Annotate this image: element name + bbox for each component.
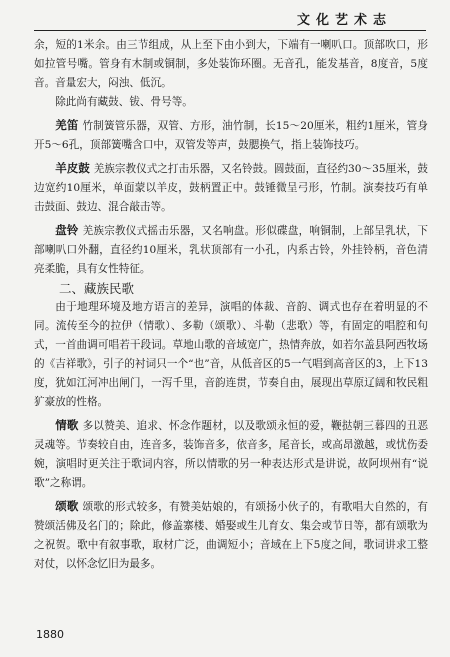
paragraph-other-instruments: 除此尚有藏鼓、钹、骨号等。 [55,96,193,108]
body-text [34,36,428,574]
running-header [34,6,426,31]
entry-term: 颂歌 [55,499,79,513]
entry-qingge [34,416,428,493]
entry-term: 情歌 [55,418,79,432]
section-heading: 二、藏族民歌 [59,281,135,296]
entry-term: 羊皮鼓 [55,161,90,175]
header-title: 文化艺术志 [296,13,392,28]
entry-qiangdi [34,116,428,155]
paragraph-haoyin: 余，短的1米余。由三节组成，从上至下由小到大，下端有一喇叭口。顶部吹口，形如拉管号嘴。管身有木制或铜制，多处装饰环圈。无音孔，能发基音，8度音，5度音。音量宏大，闷浊、低沉。 [34,39,428,89]
entry-text: 羌族宗教仪式摇击乐器，又名响盘。形似碟盘，响铜制，上部呈乳状，下部喇叭口外翻，直径约10厘米，乳状顶部有一小孔，内系古铃，外挂铃柄，音色清亮柔脆，具有女性特征。 [34,225,429,275]
entry-text: 羌族宗教仪式之打击乐器，又名铃鼓。圆鼓面，直径约30～35厘米，鼓边宽约10厘米，单面蒙以羊皮，鼓柄置正中。鼓锤微呈弓形，竹制。演奏技巧有单击鼓面、鼓边、混合敲击等。 [34,163,428,213]
entry-term: 羌笛 [55,118,79,132]
entry-panling [34,221,428,279]
entry-term: 盘铃 [55,223,79,237]
entry-text: 颂歌的形式较多，有赞美姑娘的，有颂扬小伙子的，有歌唱大自然的，有赞颂活佛及名门的；除此，修盖寨楼、婚娶或生儿育女、集会或节日等，都有颂歌为之祝贺。歌中有叙事歌，取材广泛，曲调短小；音域在上下5度之间，歌词讲求工整对仗，以怀念忆旧为最多。 [34,501,429,570]
entry-songge [34,497,428,574]
entry-text: 竹制簧管乐器，双管、方形，油竹制，长15～20厘米，粗约1厘米，管身开5～6孔，顶部簧嘴含口中，双管发等声，鼓腮换气，指上装饰技巧。 [34,120,428,151]
page-number: 1880 [36,628,64,641]
entry-text: 多以赞美、追求、怀念作题材，以及歌颂永恒的爱，鞭挞朝三暮四的丑恶灵魂等。节奏较自由，连音多，装饰音多，依音多，尾音长，或高昂激越，或忧伤委婉，演唱时更关注于歌词内容，所以情歌的另一种表达形式是讲说，故阿坝州有“说歌”之称谓。 [34,420,429,489]
paragraph-intro: 由于地理环境及地方语言的差异，演唱的体裁、音韵、调式也存在着明显的不同。流传至今的拉伊（情歌）、多勒（颂歌）、斗勒（悲歌）等，有固定的唱腔和句式，一首曲调可唱若干段词。草地山歌的音域宽广，热情奔放，如若尔盖县阿西牧场的《吉祥歌》，引子的衬词只一个“也”音，从低音区的5一气唱到高音区的3，上下13度，犹如江河冲出闸门，一泻千里，音韵连贯，节奏自由，展现出草原辽阔和牧民粗犷豪放的性格。 [34,301,428,408]
entry-yangpigu [34,159,428,217]
